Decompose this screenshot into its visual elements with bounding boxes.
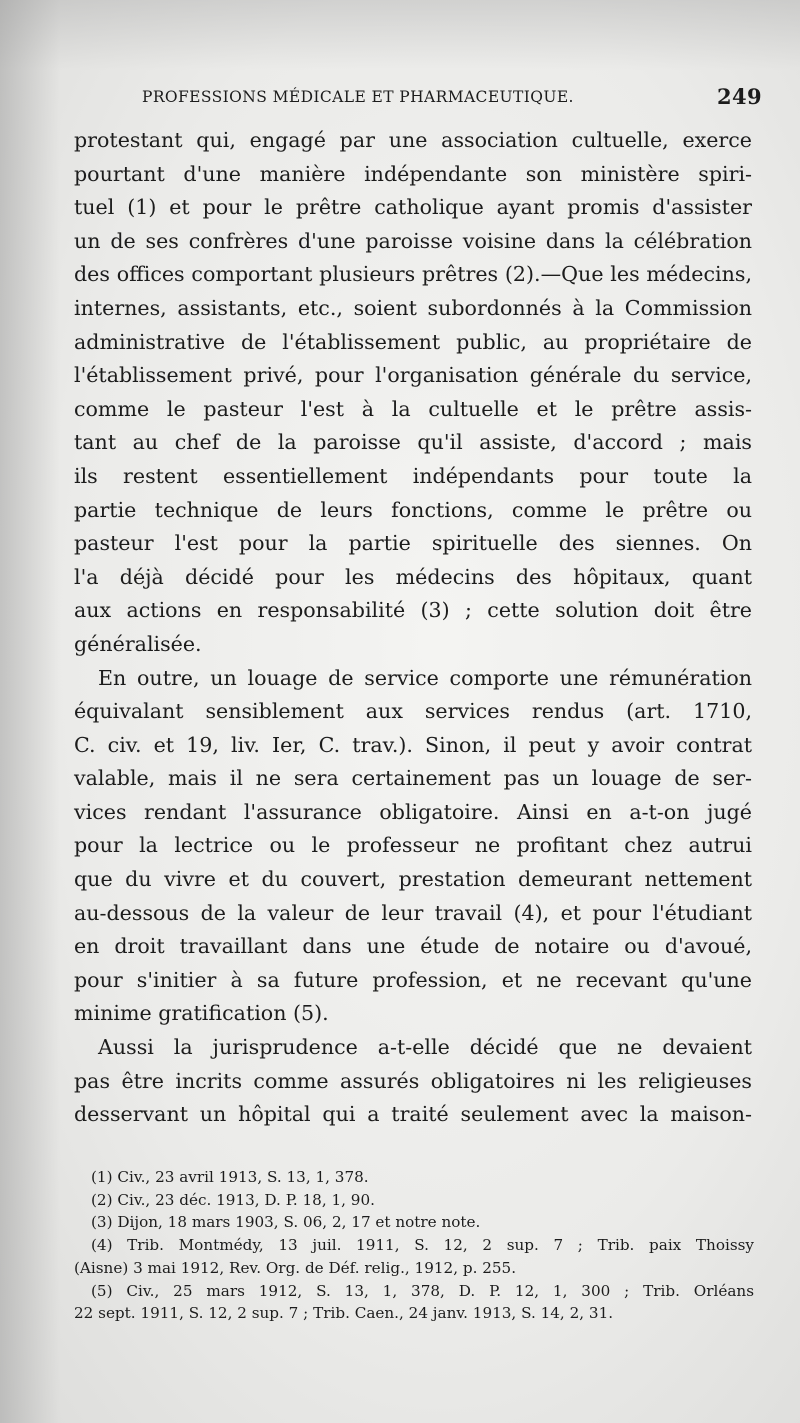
text-line: C. civ. et 19, liv. Ier, C. trav.). Sinon, il peut y avoir contrat bbox=[74, 732, 752, 757]
footnote: (4) Trib. Montmédy, 13 juil. 1911, S. 12, 2 sup. 7 ; Trib. paix Thoissy bbox=[91, 1236, 754, 1255]
footnote: (2) Civ., 23 déc. 1913, D. P. 18, 1, 90. bbox=[91, 1190, 375, 1209]
text-line: En outre, un louage de service comporte une rémunération bbox=[98, 665, 752, 690]
text-line: des offices comportant plusieurs prêtres (2).—Que les médecins, bbox=[74, 262, 752, 287]
text-line: minime gratification (5). bbox=[74, 1001, 329, 1026]
text-line: aux actions en responsabilité (3) ; cette solution doit être bbox=[74, 598, 752, 623]
text-line: pasteur l'est pour la partie spirituelle des siennes. On bbox=[74, 531, 752, 556]
running-head-title: PROFESSIONS MÉDICALE ET PHARMACEUTIQUE. bbox=[142, 88, 574, 106]
body-text bbox=[74, 124, 752, 1132]
text-line: en droit travaillant dans une étude de notaire ou d'avoué, bbox=[74, 934, 752, 959]
text-line: administrative de l'établissement public, au propriétaire de bbox=[74, 329, 752, 354]
footnote: (1) Civ., 23 avril 1913, S. 13, 1, 378. bbox=[91, 1168, 369, 1186]
page-shadow-top bbox=[0, 0, 800, 70]
text-line: Aussi la jurisprudence a-t-elle décidé que ne devaient bbox=[98, 1035, 752, 1060]
text-line: pourtant d'une manière indépendante son ministère spiri- bbox=[74, 161, 752, 186]
text-line: généralisée. bbox=[74, 631, 202, 656]
text-line: pour la lectrice ou le professeur ne profitant chez autrui bbox=[74, 833, 752, 858]
text-line: pour s'initier à sa future profession, et ne recevant qu'une bbox=[74, 967, 752, 992]
text-line: équivalant sensiblement aux services rendus (art. 1710, bbox=[74, 699, 752, 724]
text-line: desservant un hôpital qui a traité seulement avec la maison- bbox=[74, 1102, 752, 1127]
text-line: tant au chef de la paroisse qu'il assiste, d'accord ; mais bbox=[74, 430, 752, 455]
text-line: valable, mais il ne sera certainement pas un louage de ser- bbox=[74, 766, 752, 791]
text-line: vices rendant l'assurance obligatoire. Ainsi en a-t-on jugé bbox=[74, 799, 752, 824]
text-line: protestant qui, engagé par une association cultuelle, exerce bbox=[74, 128, 752, 152]
text-line: que du vivre et du couvert, prestation demeurant nettement bbox=[74, 867, 752, 892]
footnote: (Aisne) 3 mai 1912, Rev. Org. de Déf. relig., 1912, p. 255. bbox=[74, 1258, 517, 1277]
footnote: (5) Civ., 25 mars 1912, S. 13, 1, 378, D. P. 12, 1, 300 ; Trib. Orléans bbox=[91, 1281, 754, 1300]
page-number: 249 bbox=[716, 84, 762, 109]
text-line: ils restent essentiellement indépendants pour toute la bbox=[74, 463, 752, 488]
text-line: un de ses confrères d'une paroisse voisine dans la célébration bbox=[74, 228, 752, 253]
text-line: tuel (1) et pour le prêtre catholique ayant promis d'assister bbox=[74, 195, 752, 220]
footnotes bbox=[74, 1166, 754, 1325]
page-shadow-left bbox=[0, 0, 60, 1423]
footnote: 22 sept. 1911, S. 12, 2 sup. 7 ; Trib. Caen., 24 janv. 1913, S. 14, 2, 31. bbox=[74, 1304, 614, 1323]
footnote: (3) Dijon, 18 mars 1903, S. 06, 2, 17 et notre note. bbox=[91, 1213, 481, 1232]
running-header bbox=[142, 84, 762, 114]
text-line: l'établissement privé, pour l'organisation générale du service, bbox=[74, 363, 752, 388]
text-line: pas être incrits comme assurés obligatoires ni les religieuses bbox=[74, 1068, 752, 1093]
text-line: l'a déjà décidé pour les médecins des hôpitaux, quant bbox=[74, 564, 752, 589]
text-line: comme le pasteur l'est à la cultuelle et le prêtre assis- bbox=[74, 396, 752, 421]
text-line: au-dessous de la valeur de leur travail (4), et pour l'étudiant bbox=[74, 900, 752, 925]
text-line: internes, assistants, etc., soient subordonnés à la Commission bbox=[74, 295, 752, 320]
text-line: partie technique de leurs fonctions, comme le prêtre ou bbox=[74, 497, 752, 522]
